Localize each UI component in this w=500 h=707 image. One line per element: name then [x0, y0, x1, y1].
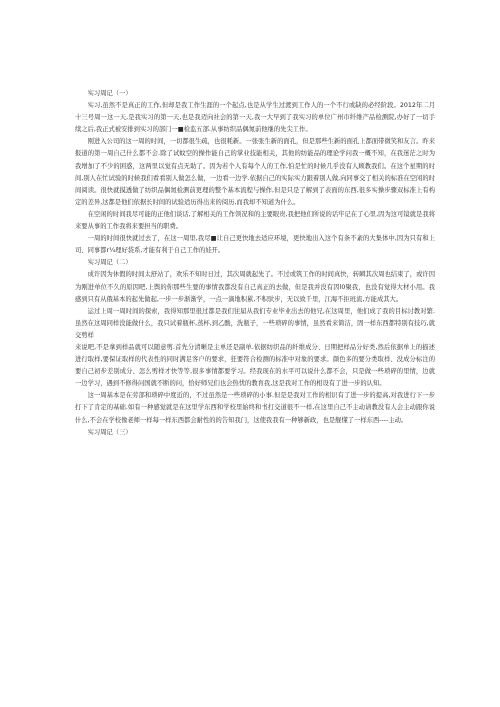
section-title: 实习周记（三）: [87, 428, 132, 436]
paragraph: 刚进入公司的这一周的时间，一切都很生疏，也很耗新。一张张生新的面孔，但是那些生新的面孔上都面带微笑和友言。昨来报道的第一周自己什么都不会.除了试蚊空的操作能自己的掌业技能相关，其他的纺能品的理论学问我一概不知，在我迷茫之时为我增加了不少的困惑，这两里以觉有点无助了。因为若个人有每个人的工作,怕是忙的时候几乎没有人顾教我们。在这个星期的时间,别人在忙试验的时候我们看看别人做怎么做，一边看一边学.依据自己的实际实力跟着别人做,向同事交了相关的标准在空闲的时间阅读。很快就摸透做了纺织品偶氮检测前更理的整个基本流程与操作,但是只是了解到了表面的东西,很多实操步骤双标准上有构定的差异,这都是他们依据长时间的试验适历得出来的阅历,而我却不知道为什么。: [75, 138, 435, 206]
paragraph: 来说吧,不是拿到样品就可以随意剪.首先分清晰是主单还是副单.依据纺织品的纤维成分、日期把样品分好类,然后依据单上的描述进行取样,要保证取样的代表性的同时满足客户的要求，狂要符合检测的标准中对象的要求。颜色多的要分类取样、没成分标注的要自己初步差别成分、怎么剪样才快等等,很多事情都要学习。经我现在的水平可以说什么都不会，只是做一些琐碎的里情，边就一边学习，遇到不修得问国就不断的问，恰好师兄们也会热忧的教育我,这是我对工作的相设有了进一步的认知。: [75, 343, 435, 388]
paragraph: 在空闲的时间我尽可能的正他们谈话,了解相关的工作领况和的主要眼贵,我把他们所说的话牢记在了心里,因为这可镜就是我将来要从事的工作我将来要担当的职费。: [75, 210, 435, 231]
paragraph: 这一周基本是在劳部和琐碎中度近的，不过虽然是一些琐碎的小事.但是是我对工作的相识有了进一步的提高,对我进行下一步打下了肯定的基础.如有一种感觉就是在这里学东西和学校里始终和书打交道很不一样,在这里自己不主动请教没有人会主动跟你说什么,不会在学校像老师一样每一样东西都会耐性的的告知我门，这使我我有一种够新政，也是舰懂了一样东西----主动。: [75, 392, 435, 424]
paragraph: 运过上周一周时间的探索，我得知那里很过都是我们往届从我们专业毕业出去的他兄,在这周里，他们成了我的目标讨教对繁.虽然在这周同样没能做什么，我只试着瓶杯,蒸杯,到乙酸，洗瓶子，一些琐碎的事情，虽然看来简洁，固一样东西都特别有技巧,就交剪样: [75, 307, 435, 339]
document-body: [75, 88, 435, 439]
paragraph: 一周的时间很快就过去了，在这一周里,我尽■让自己更快地去适应环境，更快地出入这个有条不紊的大集体中,因为只有和上司、同事都r¼理好袋系,才能有利于自己工作的娃开。: [75, 235, 435, 255]
section-title: 实习周记（一）: [87, 90, 132, 97]
paragraph: 实习,虽然不是真正的工作,但却是我工作生涯的一个起点,也是从学生过渡到工作人的一个不行或缺的必经阶段。2012年二月十三号周一这一天,是我实习的第一天,也是我迈向社会的第一天,我一大早到了我实习的单位广州市纤维产品检测院,办好了一切手续之后,我正式被安排到实习的部门一■检监五部.从事纺织品偶氮前他继的先尖工作。: [75, 102, 435, 134]
section-title: 实习周记（二）: [87, 259, 132, 267]
paragraph: 成许因为休假的时间太舒站了，欢乐不知时日过，其次周就起先了。不过或筑工作的时间真快，转瞬其次周也结束了，或许因为刚进单位不久的原因吧,上舆的你那些生要的事情我都没有自己真正的去做，但是我并没有因l0聚我，也没有觉得大材小用。我感到只有从俄基本的起先做起,一步一步渐渐学，一点一滴地积累,不积驮步，无以致千里，江海不拒班流,方能成其大。: [75, 271, 435, 303]
